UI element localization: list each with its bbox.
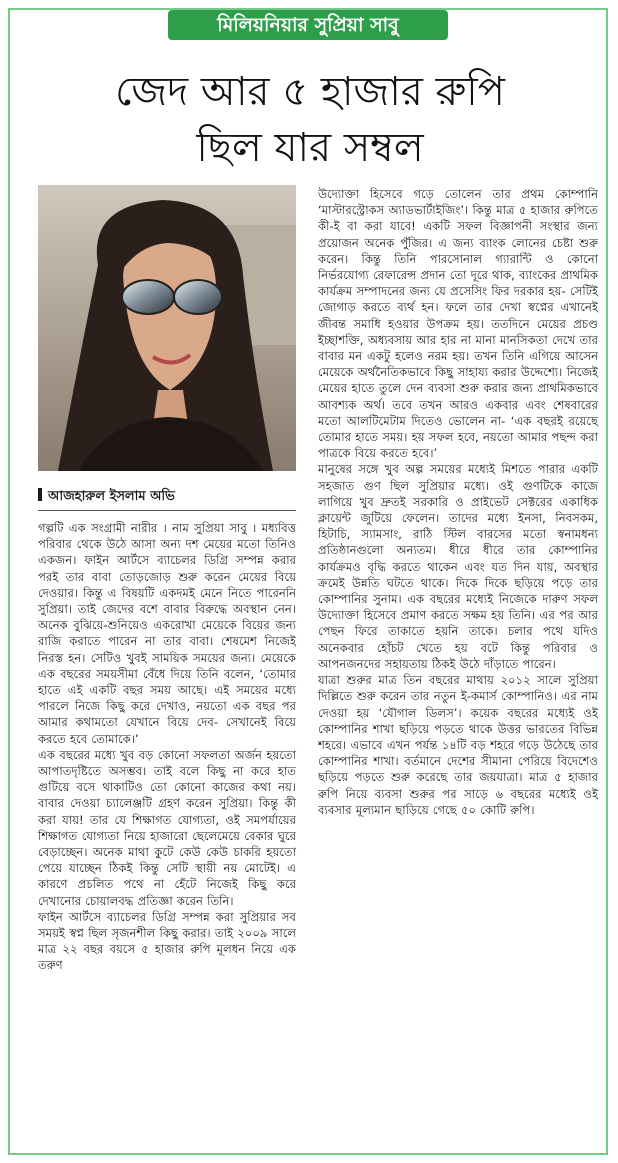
article-column-left <box>38 520 296 974</box>
portrait-illustration <box>38 185 296 471</box>
byline-divider <box>38 510 296 511</box>
portrait-photo <box>38 185 296 471</box>
byline-author: আজহারুল ইসলাম অভি <box>48 489 175 504</box>
article-paragraph: যাত্রা শুরুর মাত্র তিন বছরের মাথায় ২০১২ সালে সুপ্রিয়া দিল্লিতে শুরু করেন তার নতুন ই-কমার্স কোম্পানিও। এর নাম দেওয়া হয় ‘যৌগাল ডিলস’। কয়েক বছরের মধ্যেই ওই কোম্পানির শাখা ছড়িয়ে পড়তে থাকে উত্তর ভারতের বিভিন্ন শহরে। এভাবে এখন পর্যন্ত ১৪টি বড় শহরে গড়ে উঠেছে তার কোম্পানির শাখা। বর্তমানে দেশের সীমানা পেরিয়ে বিদেশেও ছড়িয়ে পড়তে শুরু করেছে তার জয়যাত্রা। মাত্র ৫ হাজার রুপি নিয়ে ব্যবসা শুরুর পর সাড়ে ৬ বছরের মধ্যেই ওই ব্যবসার মূল্যমান ছাড়িয়ে গেছে ৫০ কোটি রুপি। <box>318 673 598 817</box>
headline-line-1: জেদ আর ৫ হাজার রুপি <box>115 69 505 115</box>
headline <box>40 64 580 176</box>
article-paragraph: এক বছরের মধ্যে খুব বড় কোনো সফলতা অর্জন হয়তো আপাতদৃষ্টিতে অসম্ভব। তাই বলে কিছু না করে হাত গুটিয়ে বসে থাকাটিও তো কোনো কাজের কথা নয়। বাবার দেওয়া চ্যালেঞ্জটি গ্রহণ করেন সুপ্রিয়া। কিন্তু কী করা যায়! তার যে শিক্ষাগত যোগ্যতা, ওই সমপর্যায়ের শিক্ষাগত যোগ্যতা নিয়ে হাজারো ছেলেমেয়ে বেকার ঘুরে বেড়াচ্ছেন। অনেক মাথা কুটে কেউ কেউ চাকরি হয়তো পেয়ে যাচ্ছেন ঠিকই কিন্তু সেটি স্থায়ী নয় মোটেই। এ কারণে প্রচলিত পথে না হেঁটে নিজেই কিছু করে দেখানোর চোয়ালবদ্ধ প্রতিজ্ঞা করেন তিনি। <box>38 747 296 908</box>
kicker-label: মিলিয়নিয়ার সুপ্রিয়া সাবু <box>168 10 448 40</box>
byline-marker <box>38 488 42 501</box>
byline <box>38 487 298 508</box>
headline-line-2: ছিল যার সম্বল <box>196 125 424 171</box>
article-paragraph: উদ্যোক্তা হিসেবে গড়ে তোলেন তার প্রথম কোম্পানি ‘মাস্টারস্ট্রোকস অ্যাডভার্টাইজিং’। কিন্তু মাত্র ৫ হাজার রুপিতে কী-ই বা করা যাবে! একটি সফল বিজ্ঞাপনী সংস্থার জন্য প্রয়োজন অনেক পুঁজির। এ জন্য ব্যাংক লোনের চেষ্টা শুরু করেন। কিন্তু তিনি পারসোনাল গ্যারান্টি ও কোনো নির্ভরযোগ্য রেফারেন্স প্রদান তো দূরে থাক, ব্যাংকের প্রাথমিক কার্যক্রম সম্পাদনের জন্য যে প্রসেসিং ফির দরকার হয়- সেটিই জোগাড় করতে ব্যর্থ হন। ফলে তার দেখা স্বপ্নের এখানেই জীবন্ত সমাধি হওয়ার উপক্রম হয়। ততদিনে মেয়ের প্রচণ্ড ইচ্ছাশক্তি, অধ্যবসায় আর হার না মানা মানসিকতা দেখে তার বাবার মন একটু হলেও নরম হয়। তখন তিনি এগিয়ে আসেন মেয়েকে অর্থনৈতিকভাবে কিছু সাহায্য করার উদ্দেশ্যে। নিজেই মেয়ের হাতে তুলে দেন ব্যবসা শুরু করার জন্য প্রাথমিকভাবে আবশ্যক অর্থ। তবে তখন আরও একবার এবং শেষবারের মতো আলটিমেটাম দিতেও ভোলেন না- ‘এক বছরই রয়েছে তোমার হাতে সময়। হয় সফল হবে, নয়তো আমার পছন্দ করা পাত্রকে বিয়ে করতে হবে।’ <box>318 187 598 461</box>
article-column-right <box>318 186 598 818</box>
article-paragraph: গল্পটি এক সংগ্রামী নারীর । নাম সুপ্রিয়া সাবু । মধ্যবিত্ত পরিবার থেকে উঠে আসা অন্য দশ মেয়ের মতো তিনিও একজন। ফাইন আর্টসে ব্যাচেলর ডিগ্রি সম্পন্ন করার পরই তার বাবা তোড়জোড় শুরু করেন মেয়ের বিয়ে দেওয়ার। কিন্তু এ বিষয়টি একদমই মেনে নিতে পারেননি সুপ্রিয়া। তাই জেদের বশে বাবার বিরুদ্ধে অবস্থান নেন। অনেক বুঝিয়ে-শুনিয়েও একরোখা মেয়েকে বিয়ের জন্য রাজি করাতে পারেন না তার বাবা। শেষমেশ নিজেই নিরস্ত হন। সেটিও খুবই সাময়িক সময়ের জন্য। মেয়েকে এক বছরের সময়সীমা বেঁধে দিয়ে তিনি বলেন, ‘তোমার হাতে এই একটি বছর সময় আছে। এই সময়ের মধ্যে পারলে নিজে কিছু করে দেখাও, নয়তো এক বছর পর আমার কথামতো যেখানে বিয়ে দেব- সেখানেই বিয়ে করতে হবে তোমাকে।’ <box>38 521 296 746</box>
article-paragraph: ফাইন আর্টসে ব্যাচেলর ডিগ্রি সম্পন্ন করা সুপ্রিয়ার সব সময়ই স্বপ্ন ছিল সৃজনশীল কিছু করার। তাই ২০০৯ সালে মাত্র ২২ বছর বয়সে ৫ হাজার রুপি মূলধন নিয়ে এক তরুণ <box>38 909 296 973</box>
article-paragraph: মানুষের সঙ্গে খুব অল্প সময়ের মধ্যেই মিশতে পারার একটি সহজাত গুণ ছিল সুপ্রিয়ার মধ্যে। ওই গুণটিকে কাজে লাগিয়ে খুব দ্রুতই সরকারি ও প্রাইভেট সেক্টরের একাধিক ক্লায়েন্ট জুটিয়ে ফেলেন। তাদের মধ্যে ইনসা, নিবসকম, হিটাচি, স্যামসাং, রাঠি স্টিল বারসের মতো স্বনামধন্য প্রতিষ্ঠানগুলো অন্যতম। ধীরে ধীরে তার কোম্পানির কার্যক্রমও বৃদ্ধি করতে থাকেন এবং যত দিন যায়, অবস্থার ক্রমেই উন্নতি ঘটতে থাকে। দিকে দিকে ছড়িয়ে পড়ে তার কোম্পানির সুনাম। এক বছরের মধ্যেই নিজেকে দারুণ সফল উদ্যোক্তা হিসেবে প্রমাণ করতে সক্ষম হয় তিনি। এর পর আর পেছন ফিরে তাকাতে হয়নি তাকে। চলার পথে যদিও অনেকবার হোঁচট খেতে হয় বটে কিন্তু পরিবার ও আপনজনদের সহায়তায় ঠিকই উঠে দাঁড়াতে পারেন। <box>318 462 598 671</box>
